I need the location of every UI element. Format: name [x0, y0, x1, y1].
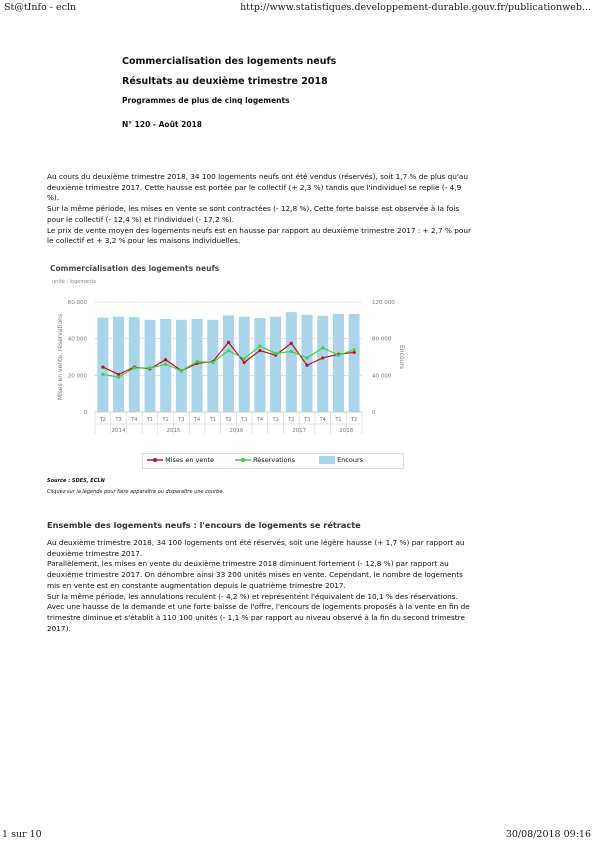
year-label: 2016 [229, 428, 244, 434]
point-mises-en-vente [117, 373, 120, 376]
bar-encours [286, 312, 297, 412]
point-mises-en-vente [101, 365, 104, 368]
legend-item-reservations[interactable] [235, 456, 295, 464]
point-reservations [258, 344, 261, 347]
bar-encours [207, 320, 218, 412]
section-line: Avec une hausse de la demande et une forte baisse de l'offre, l'encours de logements proposés à la vente en fin de [47, 602, 470, 612]
point-reservations [117, 376, 120, 379]
line-marker-icon [147, 456, 163, 464]
page-counter: 1 sur 10 [2, 829, 42, 840]
category-tick-label: T1 [146, 417, 154, 423]
bar-encours [254, 318, 265, 412]
right-tick-label: 120 000 [372, 300, 395, 306]
chart-title: Commercialisation des logements neufs [50, 264, 220, 273]
section-line: Parallèlement, les mises en vente du deuxième trimestre 2018 diminuent fortement (- 12,8 %) par rapport au [47, 559, 449, 569]
chart-hint: Cliquez sur la légende pour faire apparaître ou disparaître une courbe [47, 489, 223, 495]
left-tick-label: 20 000 [67, 373, 87, 380]
category-tick-label: T4 [131, 417, 138, 423]
section-line: Sur la même période, les annulations reculent (- 4,2 %) et représentent l'équivalent de 10,1 % des réservations. [47, 591, 458, 601]
category-tick-label: T3 [178, 417, 185, 423]
print-timestamp: 30/08/2018 09:16 [505, 829, 591, 840]
section-paragraph [47, 538, 558, 634]
category-tick-label: T1 [335, 417, 342, 423]
point-reservations [148, 366, 151, 369]
legend-item-encours[interactable] [319, 456, 363, 464]
point-reservations [274, 352, 277, 355]
point-reservations [195, 360, 198, 363]
category-tick-label: T3 [115, 417, 122, 423]
intro-line: pour le collectif (- 12,4 %) et l'individuel (- 17,2 %). [47, 214, 235, 224]
point-reservations [353, 348, 356, 351]
right-tick-label: 40 000 [372, 373, 392, 380]
point-mises-en-vente [321, 356, 324, 359]
bar-encours [223, 315, 234, 412]
point-mises-en-vente [243, 361, 246, 364]
legend-label: Encours [337, 456, 364, 464]
bar-encours [270, 317, 281, 412]
intro-line: Sur la même période, les mises en vente se sont contractées (- 12,8 %). Cette forte baisse est observée à la fois [47, 204, 460, 214]
category-tick-label: T2 [99, 417, 106, 423]
left-axis-title: Mises en vente, réservations [57, 313, 64, 401]
point-reservations [243, 357, 246, 360]
chart-svg [40, 290, 420, 470]
category-tick-label: T2 [288, 417, 295, 423]
point-reservations [133, 366, 136, 369]
chart-legend [142, 453, 404, 469]
bar-encours [239, 317, 250, 412]
category-tick-label: T2 [225, 417, 232, 423]
section-line: Au deuxième trimestre 2018, 34 100 logements ont été réservés, soit une légère hausse (+ 1,7 %) par rapport au [47, 538, 465, 547]
point-reservations [227, 349, 230, 352]
section-line: deuxième trimestre 2017. [47, 548, 143, 558]
point-reservations [290, 350, 293, 353]
point-reservations [164, 363, 167, 366]
category-tick-label: T2 [162, 417, 169, 423]
legend-label: Réservations [253, 456, 296, 464]
bar-encours [349, 314, 360, 412]
line-marker-icon [235, 456, 251, 464]
intro-line: Au cours du deuxième trimestre 2018, 34 100 logements neufs ont été vendus (réservés), soit 1,7 % de plus qu'au [47, 172, 468, 181]
category-tick-label: T4 [319, 417, 326, 423]
intro-line: %). [47, 193, 60, 203]
year-label: 2015 [166, 428, 181, 434]
intro-line: Le prix de vente moyen des logements neufs est en hausse par rapport au deuxième trimestre 2017 : + 2,7 % pour [47, 225, 471, 235]
year-label: 2017 [292, 428, 307, 434]
section-line: 2017). [47, 623, 71, 633]
left-tick-label: 40 000 [67, 336, 87, 343]
bar-encours [333, 314, 344, 412]
section-title: Ensemble des logements neufs : l'encours de logements se rétracte [47, 520, 361, 530]
category-tick-label: T3 [241, 417, 248, 423]
left-tick-label: 0 [83, 410, 87, 416]
point-mises-en-vente [290, 342, 293, 345]
section-line: trimestre diminue et s'établit à 110 100 unités (- 1,1 % par rapport au niveau observé à la fin du second trimestre [47, 612, 465, 622]
category-tick-label: T1 [209, 417, 216, 423]
left-tick-label: 60 000 [67, 300, 87, 306]
right-axis-title: Encours [398, 345, 405, 369]
bar-encours [144, 320, 155, 412]
bar-swatch-icon [319, 456, 335, 464]
browser-page-url: http://www.statistiques.developpement-durable.gouv.fr/publicationweb... [240, 2, 591, 13]
category-tick-label: T4 [193, 417, 201, 423]
doc-subtitle: Résultats au deuxième trimestre 2018 [122, 76, 328, 87]
doc-title: Commercialisation des logements neufs [122, 56, 337, 67]
point-reservations [211, 361, 214, 364]
year-label: 2014 [111, 428, 126, 434]
year-label: 2018 [339, 428, 354, 434]
bar-encours [176, 320, 187, 412]
chart-source: Source : SDES, ECLN [47, 478, 105, 484]
bar-encours [129, 317, 140, 412]
legend-label: Mises en vente [165, 456, 215, 464]
point-reservations [180, 369, 183, 372]
point-mises-en-vente [227, 341, 230, 344]
browser-page-title: St@tInfo - ecln [4, 2, 77, 13]
point-mises-en-vente [305, 364, 308, 367]
section-line: mis en vente est en constante augmentation depuis le quatrième trimestre 2017. [47, 580, 346, 590]
category-tick-label: T4 [256, 417, 264, 423]
point-reservations [101, 373, 104, 376]
intro-line: le collectif et + 3,2 % pour les maisons individuelles. [47, 236, 241, 246]
doc-scope: Programmes de plus de cinq logements [122, 96, 290, 105]
bar-encours [317, 316, 328, 412]
doc-issue: N° 120 - Août 2018 [122, 120, 202, 129]
category-tick-label: T3 [303, 417, 311, 423]
intro-line: deuxième trimestre 2017. Cette hausse est portée par le collectif (+ 2,3 %) tandis que l'individuel se replie (- 4,9 [47, 182, 462, 192]
category-tick-label: T2 [351, 417, 358, 423]
section-line: deuxième trimestre 2017. On dénombre ainsi 33 200 unités mises en vente. Cependant, le nombre de logements [47, 570, 463, 580]
chart-unit-label: unité : logements [52, 279, 97, 285]
category-tick-label: T1 [272, 417, 279, 423]
point-mises-en-vente [164, 358, 167, 361]
point-mises-en-vente [353, 351, 356, 354]
bar-encours [113, 317, 124, 412]
legend-item-mises-en-vente[interactable] [147, 456, 214, 464]
point-reservations [305, 356, 308, 359]
intro-paragraph [47, 172, 558, 247]
right-tick-label: 0 [372, 410, 376, 416]
point-reservations [321, 346, 324, 349]
bar-encours [97, 318, 108, 412]
right-tick-label: 80 000 [372, 336, 392, 343]
point-reservations [337, 354, 340, 357]
point-mises-en-vente [258, 349, 261, 352]
